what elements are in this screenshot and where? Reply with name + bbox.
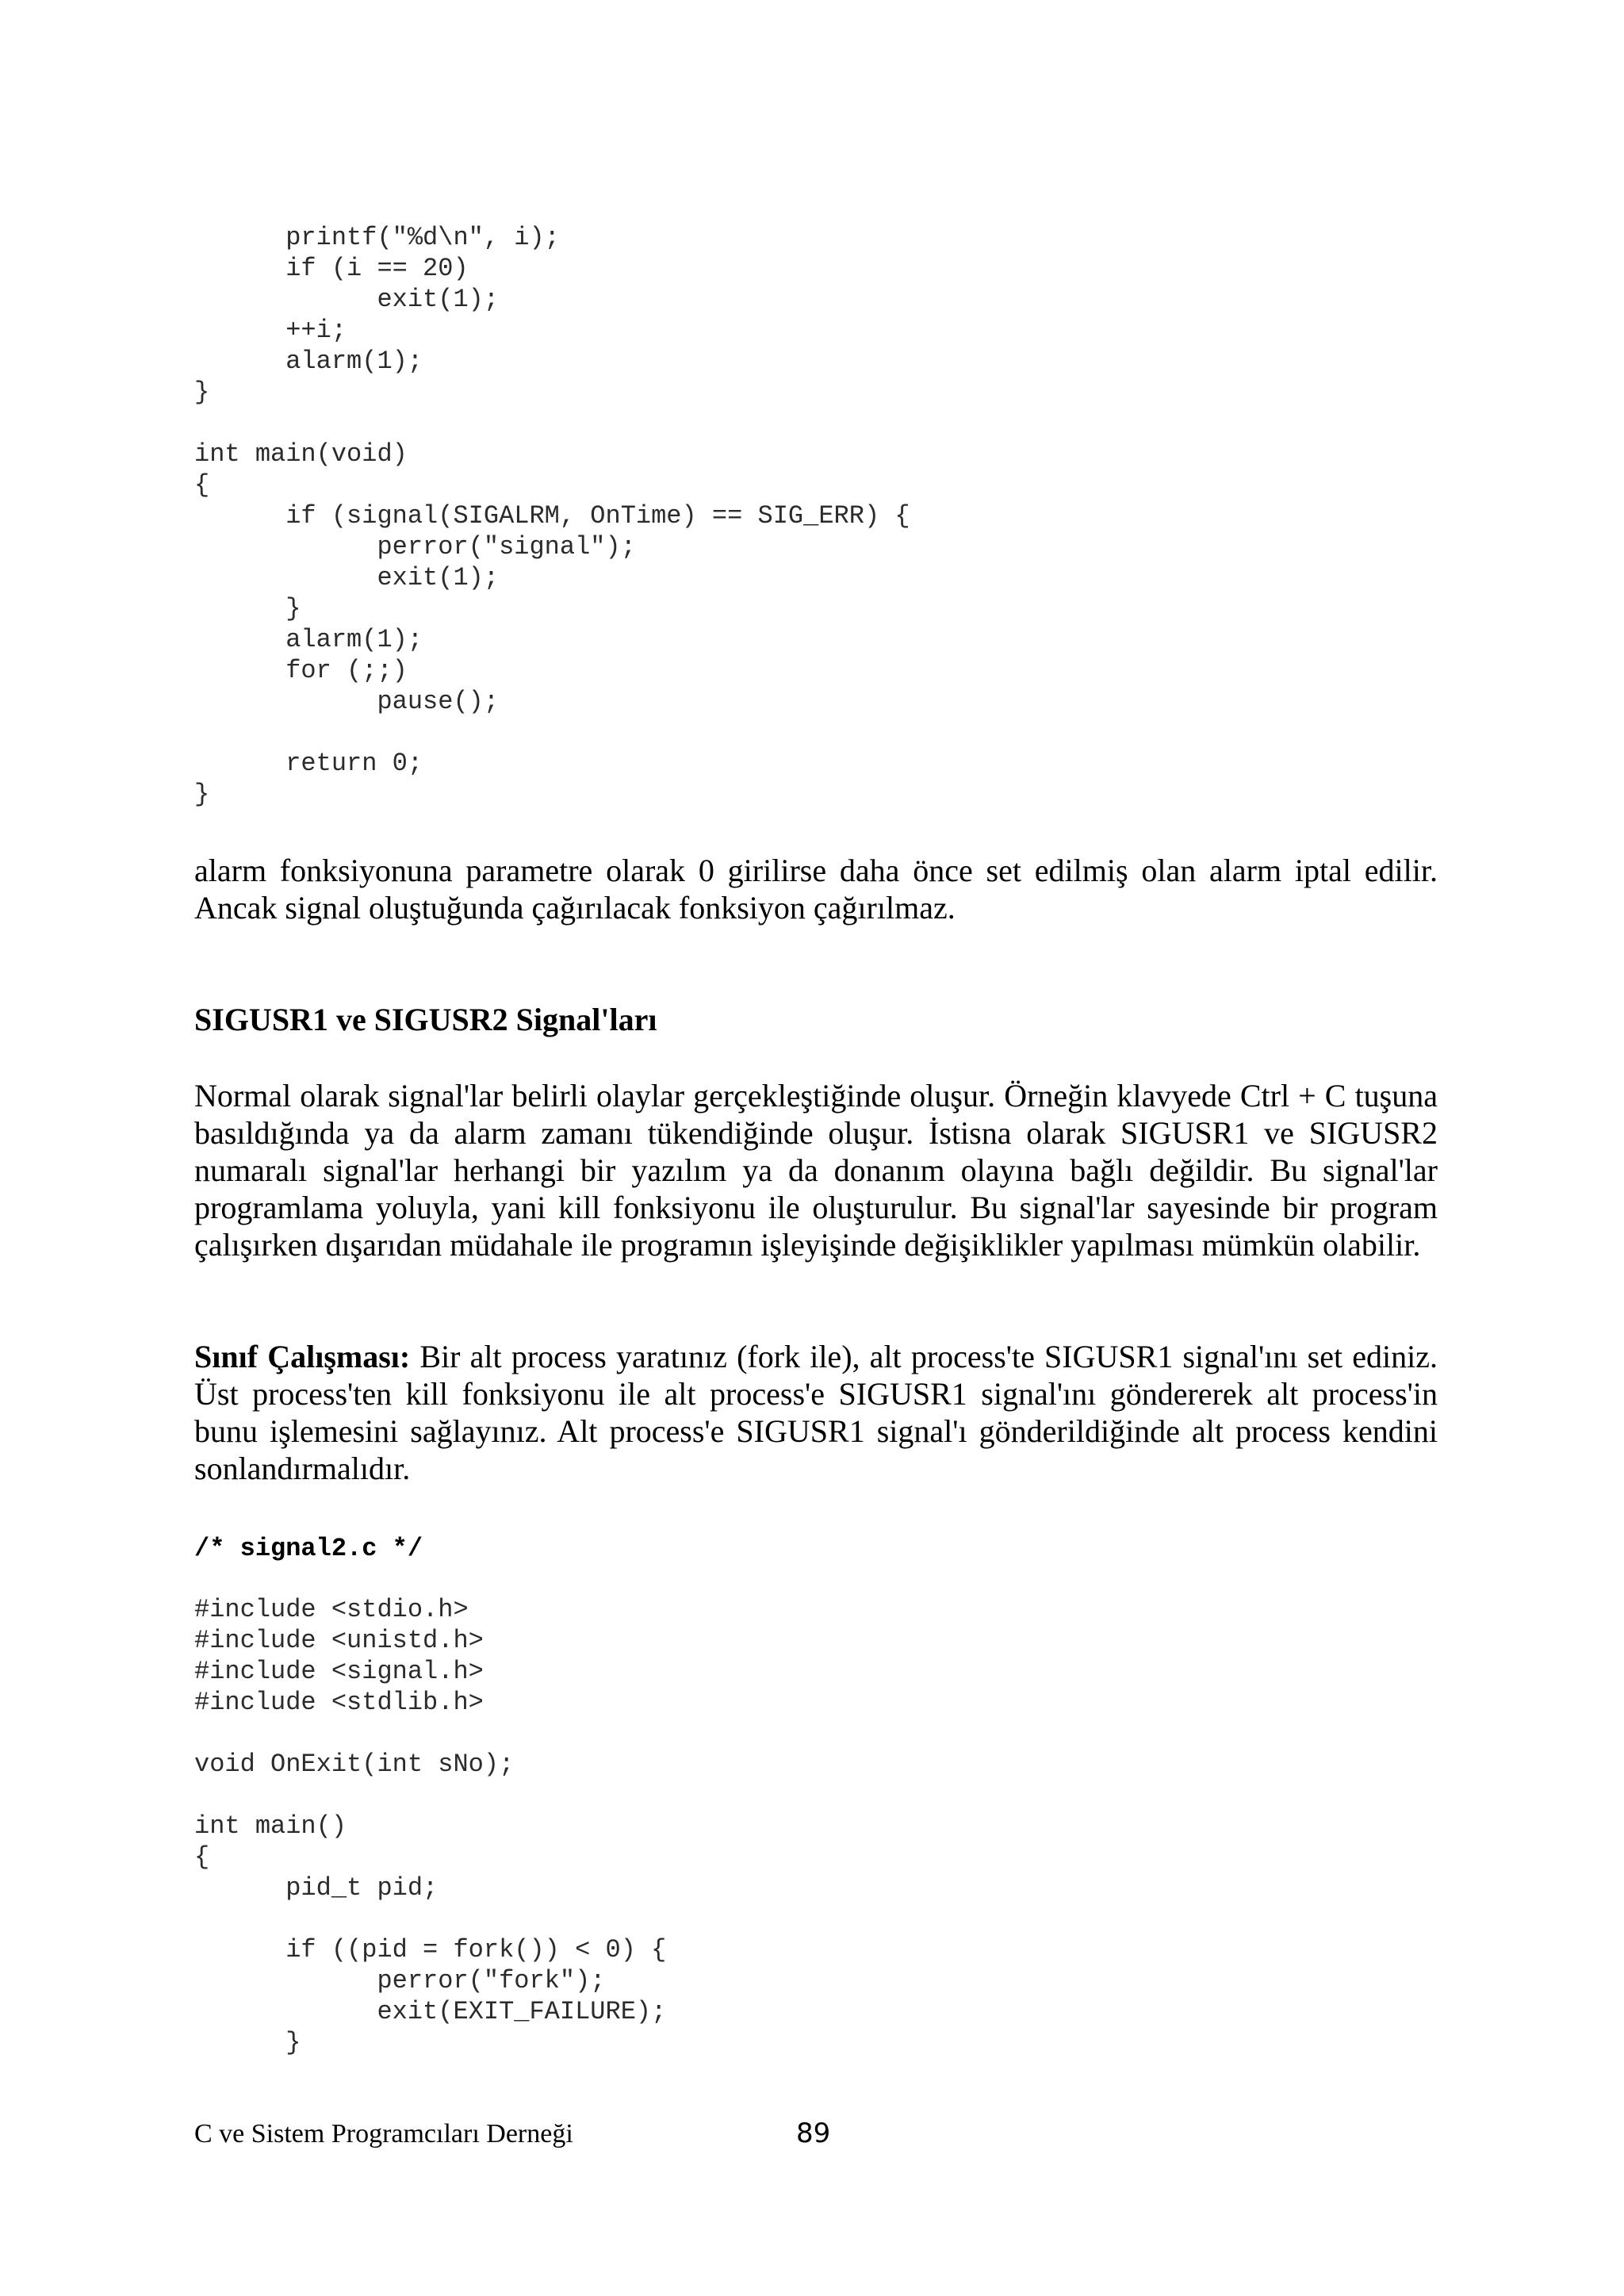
code-line: [194, 717, 910, 748]
code-line: if ((pid = fork()) < 0) {: [194, 1935, 667, 1964]
code-line: #include <signal.h>: [194, 1657, 484, 1686]
code-block-signal2: [194, 1594, 666, 2058]
code-line: pause();: [194, 687, 500, 716]
code-line: exit(1);: [194, 285, 500, 314]
code-line: if (i == 20): [194, 254, 469, 283]
code-line: printf("%d\n", i);: [194, 223, 560, 252]
code-line: #include <stdio.h>: [194, 1595, 469, 1624]
code-line: return 0;: [194, 749, 423, 778]
code-line: }: [194, 2028, 301, 2057]
code-line: ++i;: [194, 316, 347, 345]
code-line: exit(1);: [194, 563, 500, 592]
code-line: alarm(1);: [194, 347, 423, 376]
code-line: [194, 1780, 666, 1811]
code-line: }: [194, 378, 210, 407]
code-line: #include <unistd.h>: [194, 1626, 484, 1655]
code-line: {: [194, 470, 210, 500]
code-line: for (;;): [194, 656, 408, 685]
code-line: void OnExit(int sNo);: [194, 1750, 515, 1779]
code-line: {: [194, 1842, 210, 1872]
code-line: #include <stdlib.h>: [194, 1688, 484, 1717]
exercise-text: Bir alt process yaratınız (fork ile), alt process'te SIGUSR1 signal'ını set ediniz. Üst process'ten kill fonksiyonu ile alt process'e SIGUSR1 signal'ını göndererek alt process'in bunu işlemesini sağlayınız. Alt process'e SIGUSR1 signal'ı gönderildiğinde alt process kendini sonlandırmalıdır.: [194, 1339, 1438, 1486]
paragraph-alarm-cancel: alarm fonksiyonuna parametre olarak 0 girilirse daha önce set edilmiş olan alarm iptal edilir. Ancak signal oluştuğunda çağırılacak fonksiyon çağırılmaz.: [194, 853, 1438, 926]
footer-organization: C ve Sistem Programcıları Derneği: [194, 2119, 573, 2148]
paragraph-class-exercise: [194, 1338, 1438, 1487]
code-line: alarm(1);: [194, 625, 423, 654]
page-number: 89: [796, 2118, 831, 2149]
code-line: [194, 1718, 666, 1749]
code-line: perror("fork");: [194, 1966, 606, 1995]
code-line: }: [194, 594, 301, 623]
exercise-label: Sınıf Çalışması:: [194, 1339, 411, 1374]
code-line: int main(): [194, 1811, 347, 1841]
code-line: pid_t pid;: [194, 1873, 439, 1903]
code-line: }: [194, 780, 210, 809]
code-file-title: /* signal2.c */: [194, 1534, 423, 1563]
paragraph-sigusr-description: Normal olarak signal'lar belirli olaylar gerçekleştiğinde oluşur. Örneğin klavyede Ctrl + C tuşuna basıldığında ya da alarm zamanı tükendiğinde oluşur. İstisna olarak SIGUSR1 ve SIGUSR2 numaralı signal'lar herhangi bir yazılım ya da donanım olayına bağlı değildir. Bu signal'lar programlama yoluyla, yani kill fonksiyonu ile oluşturulur. Bu signal'lar sayesinde bir program çalışırken dışarıdan müdahale ile programın işleyişinde değişiklikler yapılması mümkün olabilir.: [194, 1078, 1438, 1263]
code-line: int main(void): [194, 439, 408, 469]
code-line: [194, 408, 910, 439]
code-line: [194, 1903, 666, 1934]
code-line: if (signal(SIGALRM, OnTime) == SIG_ERR) {: [194, 501, 910, 531]
section-heading-sigusr: SIGUSR1 ve SIGUSR2 Signal'ları: [194, 1002, 657, 1037]
code-line: perror("signal");: [194, 532, 636, 562]
code-block-alarm-example: [194, 222, 910, 810]
code-line: exit(EXIT_FAILURE);: [194, 1997, 667, 2026]
